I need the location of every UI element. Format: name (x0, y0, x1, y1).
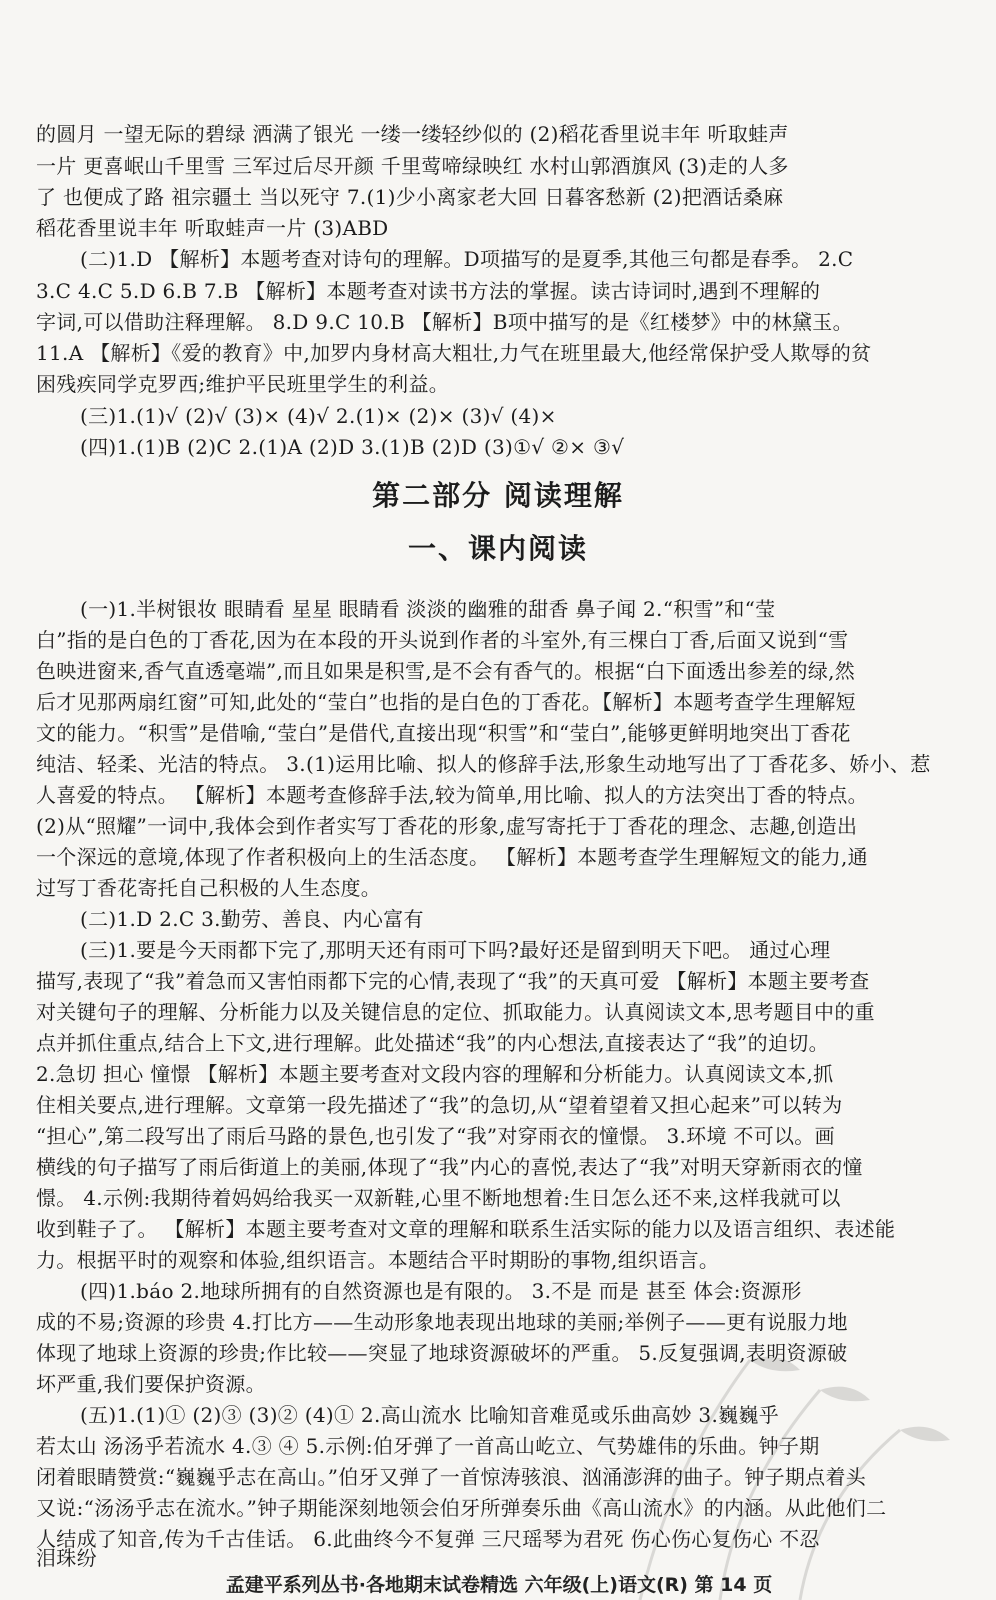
text-line: 憬。 4.示例:我期待着妈妈给我买一双新鞋,心里不断地想着:生日怎么还不来,这样我就可以 (36, 1186, 841, 1210)
text-line: 3.C 4.C 5.D 6.B 7.B 【解析】本题考查对读书方法的掌握。读古诗词时,遇到不理解的 (36, 279, 821, 303)
text-line: 人喜爱的特点。 【解析】本题考查修辞手法,较为简单,用比喻、拟人的方法突出丁香的特点。 (36, 783, 868, 807)
text-line: 若太山 汤汤乎若流水 4.③ ④ 5.示例:伯牙弹了一首高山屹立、气势雄伟的乐曲。钟子期 (36, 1434, 820, 1458)
text-line: “担心”,第二段写出了雨后马路的景色,也引发了“我”对穿雨衣的憧憬。 3.环境 不可以。画 (36, 1124, 835, 1148)
text-line: (一)1.半树银妆 眼睛看 星星 眼睛看 淡淡的幽雅的甜香 鼻子闻 2.“积雪”和“莹 (80, 597, 776, 621)
text-line: 横线的句子描写了雨后街道上的美丽,体现了“我”内心的喜悦,表达了“我”对明天穿新雨衣的憧 (36, 1155, 863, 1179)
text-line: 困残疾同学克罗西;维护平民班里学生的利益。 (36, 372, 450, 396)
text-line: (三)1.(1)√ (2)√ (3)× (4)√ 2.(1)× (2)× (3)√ (4)× (80, 404, 557, 428)
text-line: 对关键句子的理解、分析能力以及关键信息的定位、抓取能力。认真阅读文本,思考题目中的重 (36, 1000, 875, 1024)
text-line: 文的能力。“积雪”是借喻,“莹白”是借代,直接出现“积雪”和“莹白”,能够更鲜明地突出丁香花 (36, 721, 851, 745)
text-line: 纯洁、轻柔、光洁的特点。 3.(1)运用比喻、拟人的修辞手法,形象生动地写出了丁香花多、娇小、惹 (36, 752, 931, 776)
text-line: 成的不易;资源的珍贵 4.打比方——生动形象地表现出地球的美丽;举例子——更有说服力地 (36, 1310, 848, 1334)
text-line: (三)1.要是今天雨都下完了,那明天还有雨可下吗?最好还是留到明天下吧。 通过心理 (80, 938, 831, 962)
text-line: 又说:“汤汤乎志在流水。”钟子期能深刻地领会伯牙所弹奏乐曲《高山流水》的内涵。从此他们二 (36, 1496, 887, 1520)
text-line: 过写丁香花寄托自己积极的人生态度。 (36, 876, 382, 900)
part-title: 第二部分 阅读理解 (372, 479, 624, 512)
text-line: 白”指的是白色的丁香花,因为在本段的开头说到作者的斗室外,有三棵白丁香,后面又说到“雪 (36, 628, 849, 652)
text-line: 色映进窗来,香气直透毫端”,而且如果是积雪,是不会有香气的。根据“白下面透出参差的绿,然 (36, 659, 856, 683)
text-line: (四)1.(1)B (2)C 2.(1)A (2)D 3.(1)B (2)D (3)①√ ②× ③√ (80, 435, 625, 459)
text-line: (二)1.D 【解析】本题考查对诗句的理解。D项描写的是夏季,其他三句都是春季。 2.C (80, 247, 854, 271)
text-line: 字词,可以借助注释理解。 8.D 9.C 10.B 【解析】B项中描写的是《红楼梦》中的林黛玉。 (36, 310, 853, 334)
text-line: (五)1.(1)① (2)③ (3)② (4)① 2.高山流水 比喻知音难觅或乐曲高妙 3.巍巍乎 (80, 1403, 780, 1427)
text-line: 体现了地球上资源的珍贵;作比较——突显了地球资源破坏的严重。 5.反复强调,表明资源破 (36, 1341, 848, 1365)
text-line: 人结成了知音,传为千古佳话。 6.此曲终今不复弹 三尺瑶琴为君死 伤心伤心复伤心 不忍 (36, 1527, 820, 1551)
text-line: (二)1.D 2.C 3.勤劳、善良、内心富有 (80, 907, 424, 931)
text-line: 一个深远的意境,体现了作者积极向上的生活态度。 【解析】本题考查学生理解短文的能力,通 (36, 845, 868, 869)
text-line: 坏严重,我们要保护资源。 (36, 1372, 266, 1396)
page-footer: 孟建平系列丛书·各地期末试卷精选 六年级(上)语文(R) 第 14 页 (225, 1574, 773, 1596)
text-line: 闭着眼睛赞赏:“巍巍乎志在高山。”伯牙又弹了一首惊涛骇浪、汹涌澎湃的曲子。钟子期点着头 (36, 1465, 867, 1489)
text-line: (四)1.báo 2.地球所拥有的自然资源也是有限的。 3.不是 而是 甚至 体会:资源形 (80, 1279, 802, 1303)
text-line: 一片 更喜岷山千里雪 三军过后尽开颜 千里莺啼绿映红 水村山郭酒旗风 (3)走的人多 (36, 154, 789, 178)
text-line: 2.急切 担心 憧憬 【解析】本题主要考查对文段内容的理解和分析能力。认真阅读文本,抓 (36, 1062, 834, 1086)
text-line: 收到鞋子了。 【解析】本题主要考查对文章的理解和联系生活实际的能力以及语言组织、表述能 (36, 1217, 896, 1241)
text-line: 描写,表现了“我”着急而又害怕雨都下完的心情,表现了“我”的天真可爱 【解析】本题主要考查 (36, 969, 870, 993)
text-line: 住相关要点,进行理解。文章第一段先描述了“我”的急切,从“望着望着又担心起来”可以转为 (36, 1093, 843, 1117)
text-line: 的圆月 一望无际的碧绿 洒满了银光 一缕一缕轻纱似的 (2)稻花香里说丰年 听取蛙声 (36, 122, 789, 146)
text-line: 点并抓住重点,结合上下文,进行理解。此处描述“我”的内心想法,直接表达了“我”的迫切。 (36, 1031, 829, 1055)
text-line: 11.A 【解析】《爱的教育》中,加罗内身材高大粗壮,力气在班里最大,他经常保护受人欺辱的贫 (36, 341, 872, 365)
text-line: 后才见那两扇红窗”可知,此处的“莹白”也指的是白色的丁香花。【解析】本题考查学生理解短 (36, 690, 856, 714)
text-line: (2)从“照耀”一词中,我体会到作者实写丁香花的形象,虚写寄托于丁香花的理念、志趣,创造出 (36, 814, 858, 838)
section-subtitle: 一、课内阅读 (407, 532, 588, 565)
text-line: 稻花香里说丰年 听取蛙声一片 (3)ABD (36, 216, 389, 240)
text-line: 力。根据平时的观察和体验,组织语言。本题结合平时期盼的事物,组织语言。 (36, 1248, 720, 1272)
text-line: 了 也便成了路 祖宗疆土 当以死守 7.(1)少小离家老大回 日暮客愁新 (2)把酒话桑麻 (36, 185, 784, 209)
text-line: 泪珠纷 (36, 1546, 97, 1570)
